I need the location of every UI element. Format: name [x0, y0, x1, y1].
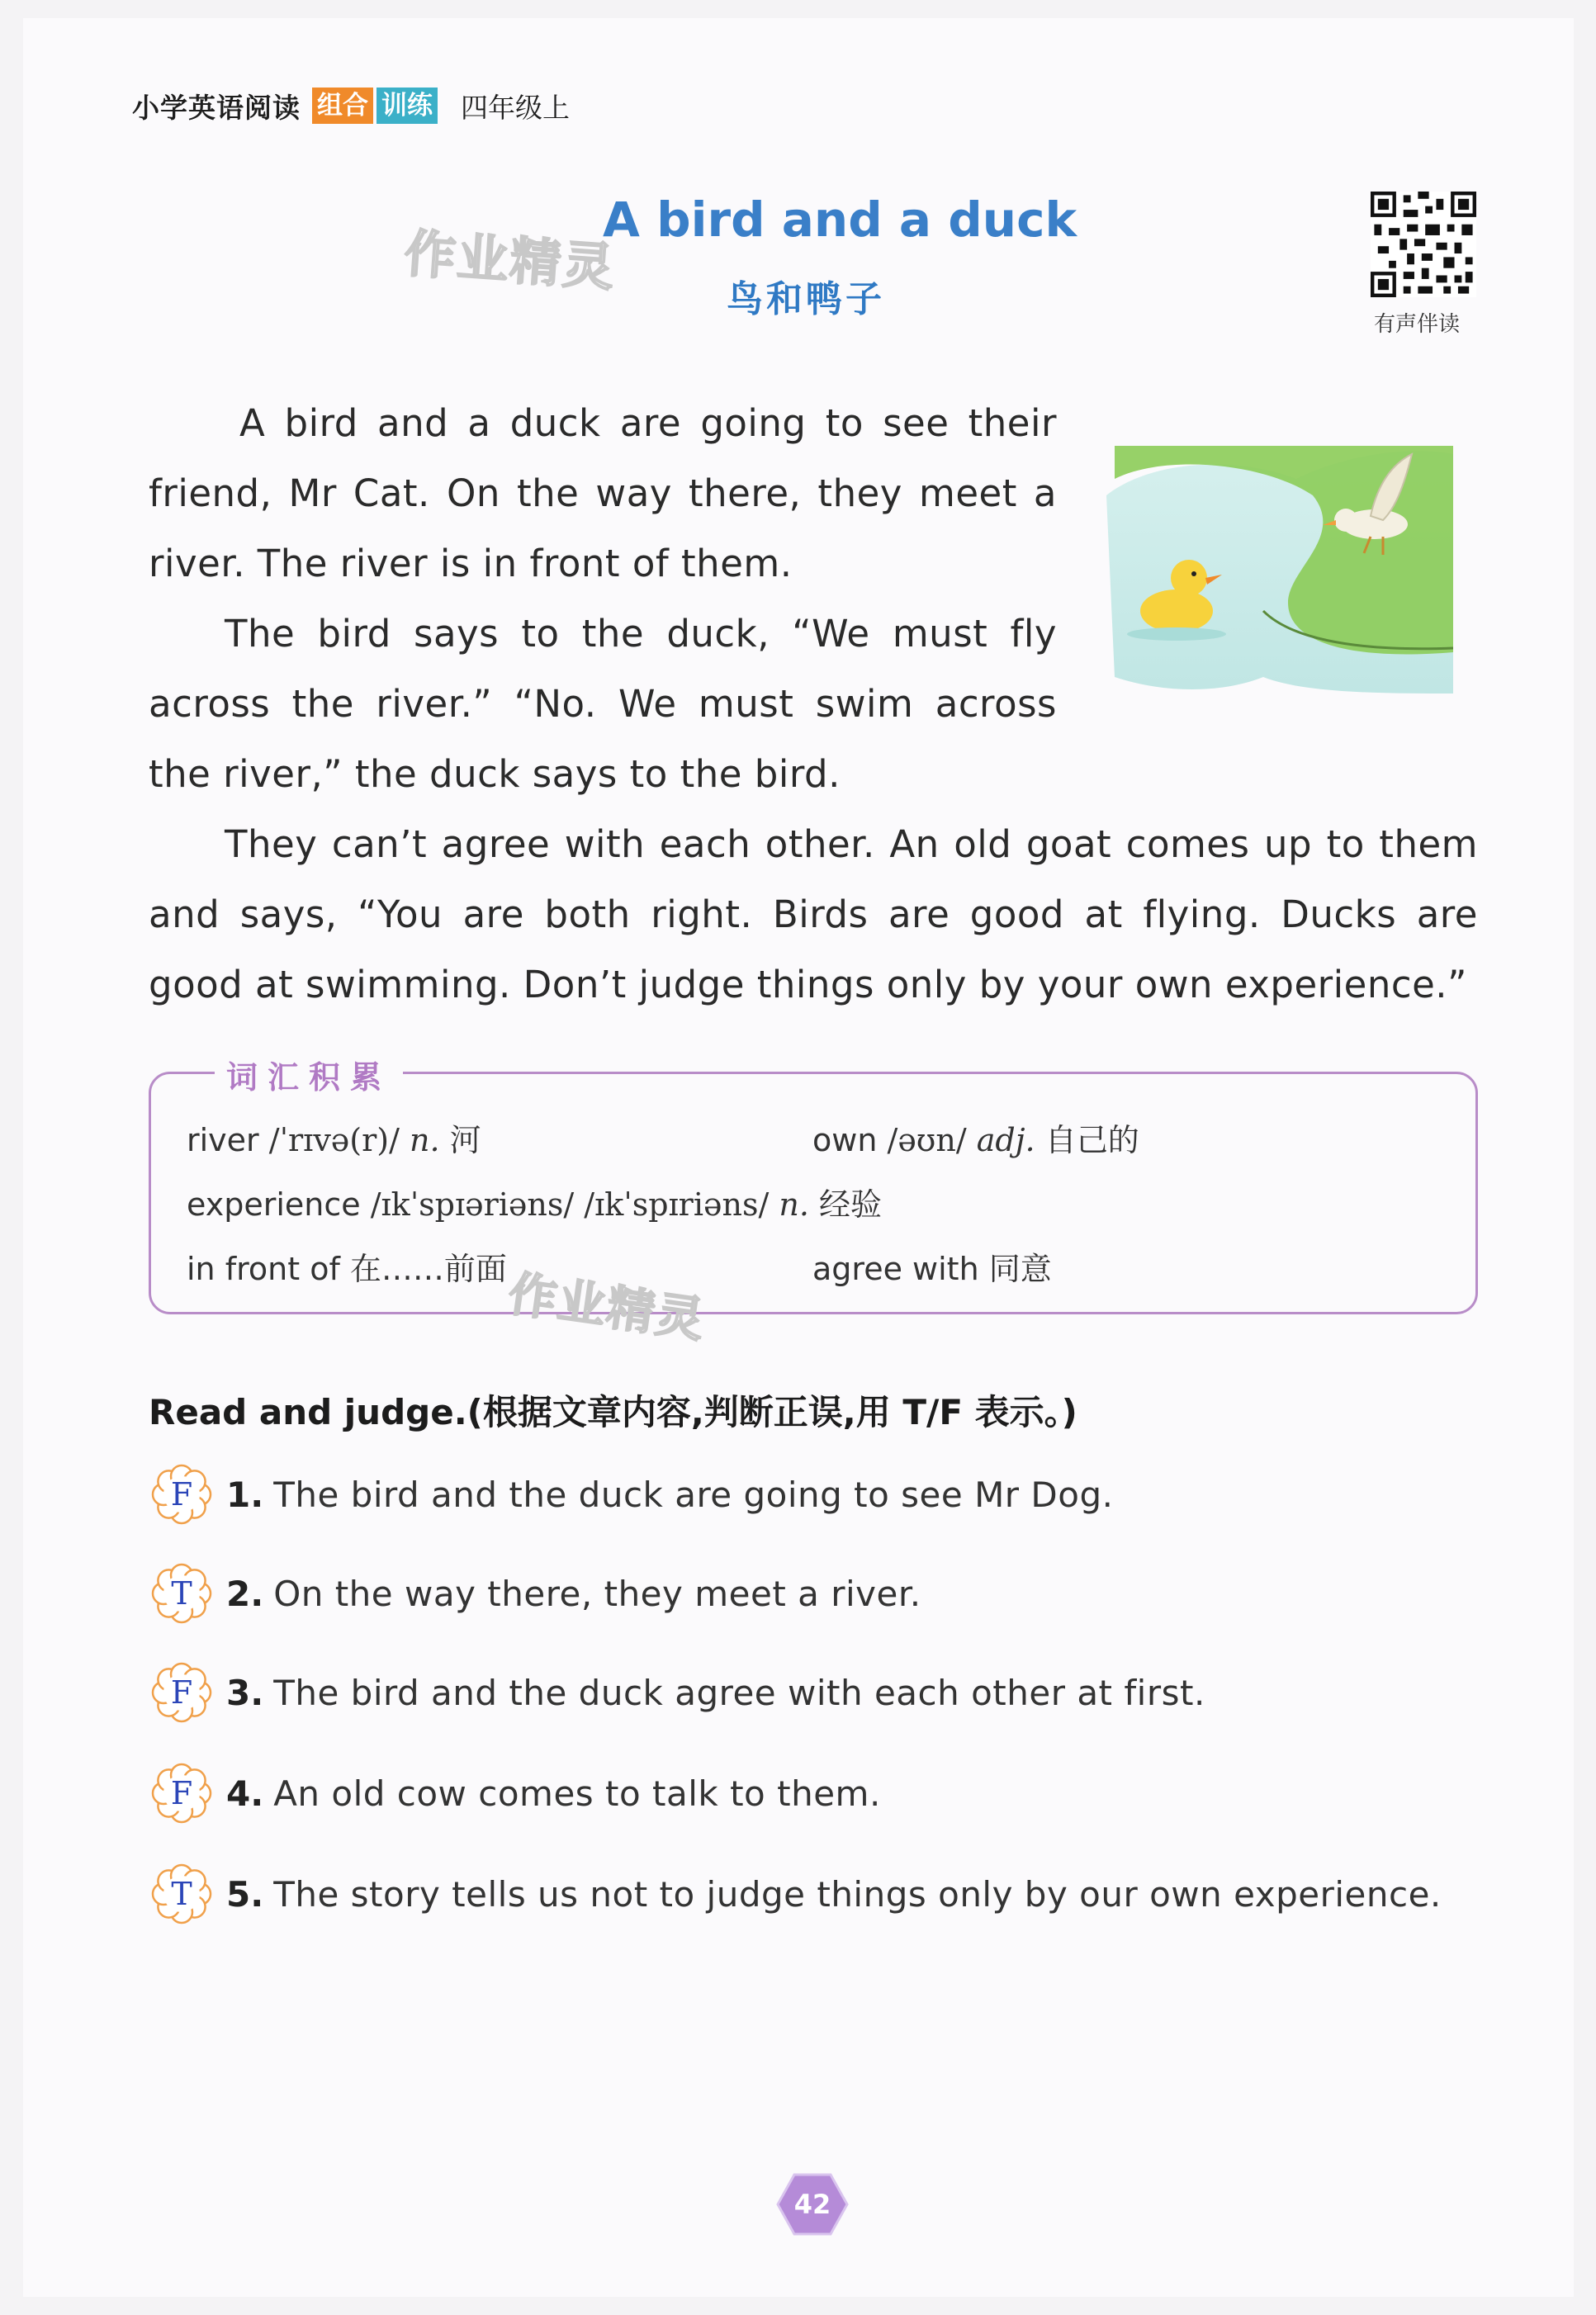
- watermark: 作业精灵: [504, 1265, 709, 1349]
- vocab-item: [812, 1243, 1052, 1289]
- answer-flower-icon[interactable]: [149, 1760, 215, 1826]
- series-tag-combo: 组合: [312, 88, 373, 124]
- watermark: 作业精灵: [402, 223, 618, 298]
- vocab-word: experience: [187, 1186, 361, 1223]
- vocab-meaning: 河: [449, 1122, 481, 1158]
- exercise-instruction: (根据文章内容,判断正误,用 T/F 表示。): [466, 1392, 1077, 1432]
- question-row: [149, 1659, 1205, 1726]
- answer-mark: T: [171, 1876, 192, 1912]
- exercise-title: Read and judge.: [149, 1392, 467, 1432]
- question-text: The bird and the duck agree with each other at first.: [273, 1672, 1205, 1713]
- question-number: 4.: [226, 1773, 264, 1814]
- passage-paragraph-2: The bird says to the duck, “We must fly across the river.” “No. We must swim across the river,” the duck says to the bird.: [149, 612, 1057, 796]
- question-text: An old cow comes to talk to them.: [273, 1773, 881, 1814]
- audio-companion-label: 有声伴读: [1374, 312, 1461, 337]
- story-title: A bird and a duck: [603, 192, 1077, 248]
- answer-mark: F: [170, 1775, 193, 1811]
- answer-flower-icon[interactable]: [149, 1659, 215, 1726]
- passage-paragraph-1: A bird and a duck are going to see their friend, Mr Cat. On the way there, they meet a river. The river is in front of them.: [149, 401, 1057, 585]
- vocab-pos: n.: [779, 1186, 809, 1223]
- story-subtitle: 鸟和鸭子: [727, 278, 885, 320]
- vocab-phonetic: /əʊn/: [887, 1122, 967, 1158]
- vocab-item: [187, 1243, 507, 1289]
- page-number: 42: [793, 2189, 831, 2220]
- bird-and-duck-illustration: [1098, 446, 1453, 702]
- question-number: 2.: [226, 1573, 264, 1614]
- vocab-meaning: 同意: [988, 1251, 1052, 1287]
- book-header: [132, 88, 570, 124]
- book-series-title: 小学英语阅读: [132, 91, 301, 124]
- passage-paragraph-3: They can’t agree with each other. An old goat comes up to them and says, “You are both right. Birds are good at flying. Ducks are good at swimming. Don’t judge things only by your own experience.”: [149, 822, 1478, 1006]
- vocab-meaning: 在……前面: [349, 1251, 507, 1287]
- answer-flower-icon[interactable]: [149, 1461, 215, 1527]
- page-number-badge: [776, 2173, 849, 2236]
- vocab-pos: n.: [410, 1122, 440, 1158]
- qr-code-icon[interactable]: [1371, 192, 1476, 297]
- vocab-word: agree with: [812, 1251, 979, 1287]
- question-text: The story tells us not to judge things only by our own experience.: [273, 1873, 1442, 1915]
- vocab-phonetic: /ɪkˈspɪəriəns/ /ɪkˈspɪriəns/: [370, 1186, 770, 1223]
- exercise-heading: [149, 1385, 1077, 1435]
- answer-flower-icon[interactable]: [149, 1560, 215, 1626]
- vocab-meaning: 经验: [819, 1186, 883, 1223]
- vocab-pos: adj.: [976, 1122, 1035, 1158]
- answer-mark: F: [170, 1674, 193, 1711]
- vocabulary-box-title: 词汇积累: [215, 1052, 403, 1097]
- vocab-meaning: 自己的: [1044, 1122, 1139, 1158]
- vocab-item: [812, 1115, 1139, 1160]
- question-text: On the way there, they meet a river.: [273, 1573, 921, 1614]
- question-number: 1.: [226, 1474, 264, 1515]
- series-tag-training: 训练: [377, 88, 438, 124]
- grade-label: 四年级上: [461, 91, 570, 124]
- question-row: [149, 1861, 1442, 1927]
- vocab-item: [187, 1115, 481, 1160]
- vocab-word: river: [187, 1122, 259, 1158]
- question-row: [149, 1560, 921, 1626]
- question-row: [149, 1461, 1113, 1527]
- answer-mark: F: [170, 1476, 193, 1513]
- answer-mark: T: [171, 1575, 192, 1612]
- answer-flower-icon[interactable]: [149, 1861, 215, 1927]
- vocab-word: in front of: [187, 1251, 340, 1287]
- question-number: 3.: [226, 1672, 264, 1713]
- vocab-phonetic: /ˈrɪvə(r)/: [268, 1122, 400, 1158]
- vocab-item: [187, 1179, 882, 1224]
- question-number: 5.: [226, 1873, 264, 1915]
- question-text: The bird and the duck are going to see Mr Dog.: [273, 1474, 1114, 1515]
- question-row: [149, 1760, 881, 1826]
- vocab-word: own: [812, 1122, 878, 1158]
